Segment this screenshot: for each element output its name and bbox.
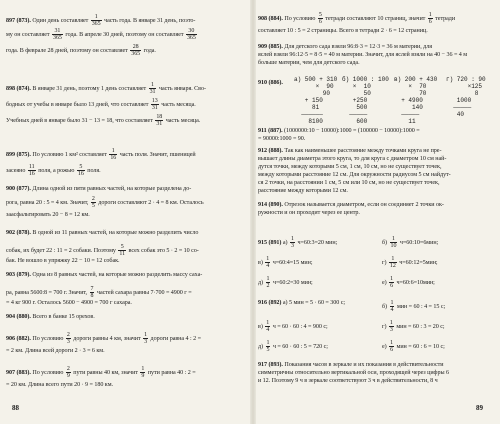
text-line: бак. Не вошло в упряжку 22 − 10 = 12 собак. (6, 258, 120, 264)
text-line: 909 (885). Для детского сада взяли 96:8·3 = 12·3 = 36 м материи, для (258, 44, 432, 50)
text-line: = 90000:1000 = 90. (258, 136, 306, 142)
text-line: 908 (884). По условию $\frac{5}{6}$ тетради составляют 10 страниц, значит $\frac{1}{6}$ тетради (258, 12, 456, 25)
text-line: вышает длины диаметра этого круга, то для круга с диаметром 10 см най- (258, 156, 447, 162)
text-line: в) $\frac{1}{4}$ ч = 60 · 60 : 4 = 900 с; (258, 320, 328, 333)
text-line: 910 (886). (258, 80, 283, 86)
text-line: 917 (893). Показания часов в зеркале и их показания в действительности (258, 362, 444, 368)
text-line: му он составляет $\frac{31}{365}$ года. В апреле 30 дней, поэтому он составляет $\frac{30}{365}$ (6, 28, 196, 41)
text-line: 914 (890). Отрезок называется диаметром, если он соединяет 2 точки ок- (258, 202, 444, 208)
text-line: года. В феврале 28 дней, поэтому он составляет $\frac{28}{365}$ года. (6, 44, 156, 57)
text-line: 900 (877). Длина одной из пяти равных частей, на которые разделена до- (6, 186, 192, 192)
text-line: г) $\frac{1}{12}$ ч=60:12=5мин; (382, 256, 438, 269)
text-line: 912 (888). Так как наименьшее расстояние между точками круга не пре- (258, 148, 442, 154)
column-calc-v: в) 200 + 430 × 70 70 + 4900 140 ───── 11 (394, 76, 438, 125)
column-calc-g: г) 720 : 90 ×125 8 1000 ───── 40 (446, 76, 486, 118)
text-line: б) $\frac{1}{10}$ ч=60:10=6мин; (382, 236, 439, 249)
text-line: бодных от учебы в январе было 13 дней, что составляет $\frac{13}{31}$ часть месяца. (6, 98, 196, 111)
text-line: и 12. Поэтому 9 ч в зеркале соответствуют 3 ч в действительности, 8 ч (258, 378, 438, 384)
text-line: 911 (887). (1000000:10 − 10000):1000 = (100000 − 10000):1000 = (258, 128, 420, 134)
text-line: = 2 км. Длина всей дороги 2 · 3 = 6 км. (6, 348, 105, 354)
page-number: 89 (476, 404, 483, 412)
text-line: д) $\frac{1}{5}$ ч = 60 · 60 : 5 = 720 с; (258, 340, 328, 353)
text-line: составляет 10 : 5 = 2 страницы. Всего в тетради 2 · 6 = 12 страниц. (258, 28, 428, 34)
text-line: Учебных дней в январе было 31 − 13 = 18, что составляет $\frac{18}{31}$ часть месяца. (6, 114, 201, 127)
text-line: г) $\frac{1}{3}$ мин = 60 : 3 = 20 с; (382, 320, 445, 333)
text-line: в) $\frac{1}{4}$ ч=60:4=15 мин; (258, 256, 313, 269)
text-line: 916 (892) а) 5 мин = 5 · 60 = 300 с; (258, 300, 346, 306)
text-line: симметричны относительно вертикальной оси, проходящей через цифры 6 (258, 370, 449, 376)
text-line: собак, их будет 22 : 11 = 2 собаки. Поэтому $\frac{5}{11}$ всех собак это 5 · 2 = 10 со- (6, 244, 199, 257)
right-page (254, 0, 500, 424)
text-line: е) $\frac{1}{6}$ ч=60:6=10мин; (382, 276, 435, 289)
column-calc-b: б) 1000 : 100 × 10 50 +250 500 ───── 600 (342, 76, 389, 125)
text-line: 915 (891) а) $\frac{1}{3}$ ч=60:3=20 мин; (258, 236, 338, 249)
text-line: б) $\frac{1}{4}$ мин = 60 : 4 = 15 с; (382, 300, 446, 313)
text-line: 907 (883). По условию $\frac{2}{9}$ пути равны 40 км, значит $\frac{1}{9}$ пути равна 40 : 2 = (6, 366, 196, 379)
text-line: ружности и он проходит через ее центр. (258, 210, 360, 216)
text-line: больше материи, чем для детского сада. (258, 60, 360, 66)
column-calc-a: а) 500 + 310 × 90 90 + 150 81 ────── 8100 (294, 76, 338, 125)
text-line: 903 (879). Одна из 8 равных частей, на которые можно разделить массу саха- (6, 272, 203, 278)
text-line: засеяно $\frac{11}{16}$ поля, а рожью $\frac{5}{16}$ поля. (6, 164, 101, 177)
text-line: заасфальтировать 20 − 8 = 12 км. (6, 212, 90, 218)
text-line: ся 2 точки, на расстоянии 1 см, 5 см или 10 см, но не существует точек, (258, 180, 440, 186)
text-line: 902 (878). В одной из 11 равных частей, на которые можно разделить число (6, 230, 199, 236)
text-line: яслей взяли 96:12·5 = 8·5 = 40 м материи. Значит, для яслей взяли на 40 − 36 = 4 м (258, 52, 468, 58)
text-line: 904 (880). Всего в банке 15 орехов. (6, 314, 95, 320)
text-line: е) $\frac{1}{6}$ мин = 60 : 6 = 10 с; (382, 340, 445, 353)
page-number: 88 (12, 404, 19, 412)
text-line: между которыми расстояние 12 см. Для окружности радиусом 5 см найдут- (258, 172, 451, 178)
text-line: = 20 км. Длина всего пути 20 · 9 = 180 км. (6, 382, 113, 388)
text-line: рога, равна 20 : 5 = 4 км. Значит, $\frac{2}{5}$ дороги составляют 2 · 4 = 8 км. Осталось (6, 196, 204, 209)
text-line: 906 (882). По условию $\frac{2}{3}$ дороги равны 4 км, значит $\frac{1}{3}$ дороги равна 4 : 2 = (6, 332, 201, 345)
text-line: = 4 кг 900 г. Осталось 5600 − 4900 = 700 г сахара. (6, 300, 132, 306)
text-line: 897 (873). Один день составляет $\frac{1}{365}$ часть года. В январе 31 день, поэто- (6, 14, 196, 27)
text-line: расстояние между которыми 12 см. (258, 188, 348, 194)
text-line: ра, равна 5600:8 = 700 г. Значит, $\frac{7}{8}$ частей сахара равны 7·700 = 4900 г = (6, 286, 192, 299)
text-line: дутся точки, между которыми 5 см, 1 см, 10 см, но не существует точек, (258, 164, 442, 170)
text-line: д) $\frac{1}{2}$ ч=60:2=30 мин; (258, 276, 313, 289)
text-line: 898 (874). В январе 31 день, поэтому 1 день составляет $\frac{1}{31}$ часть января. Сво- (6, 82, 206, 95)
text-line: 899 (875). По условию 1 км² составляет $\frac{1}{16}$ часть поля. Значит, пшеницей (6, 148, 196, 161)
